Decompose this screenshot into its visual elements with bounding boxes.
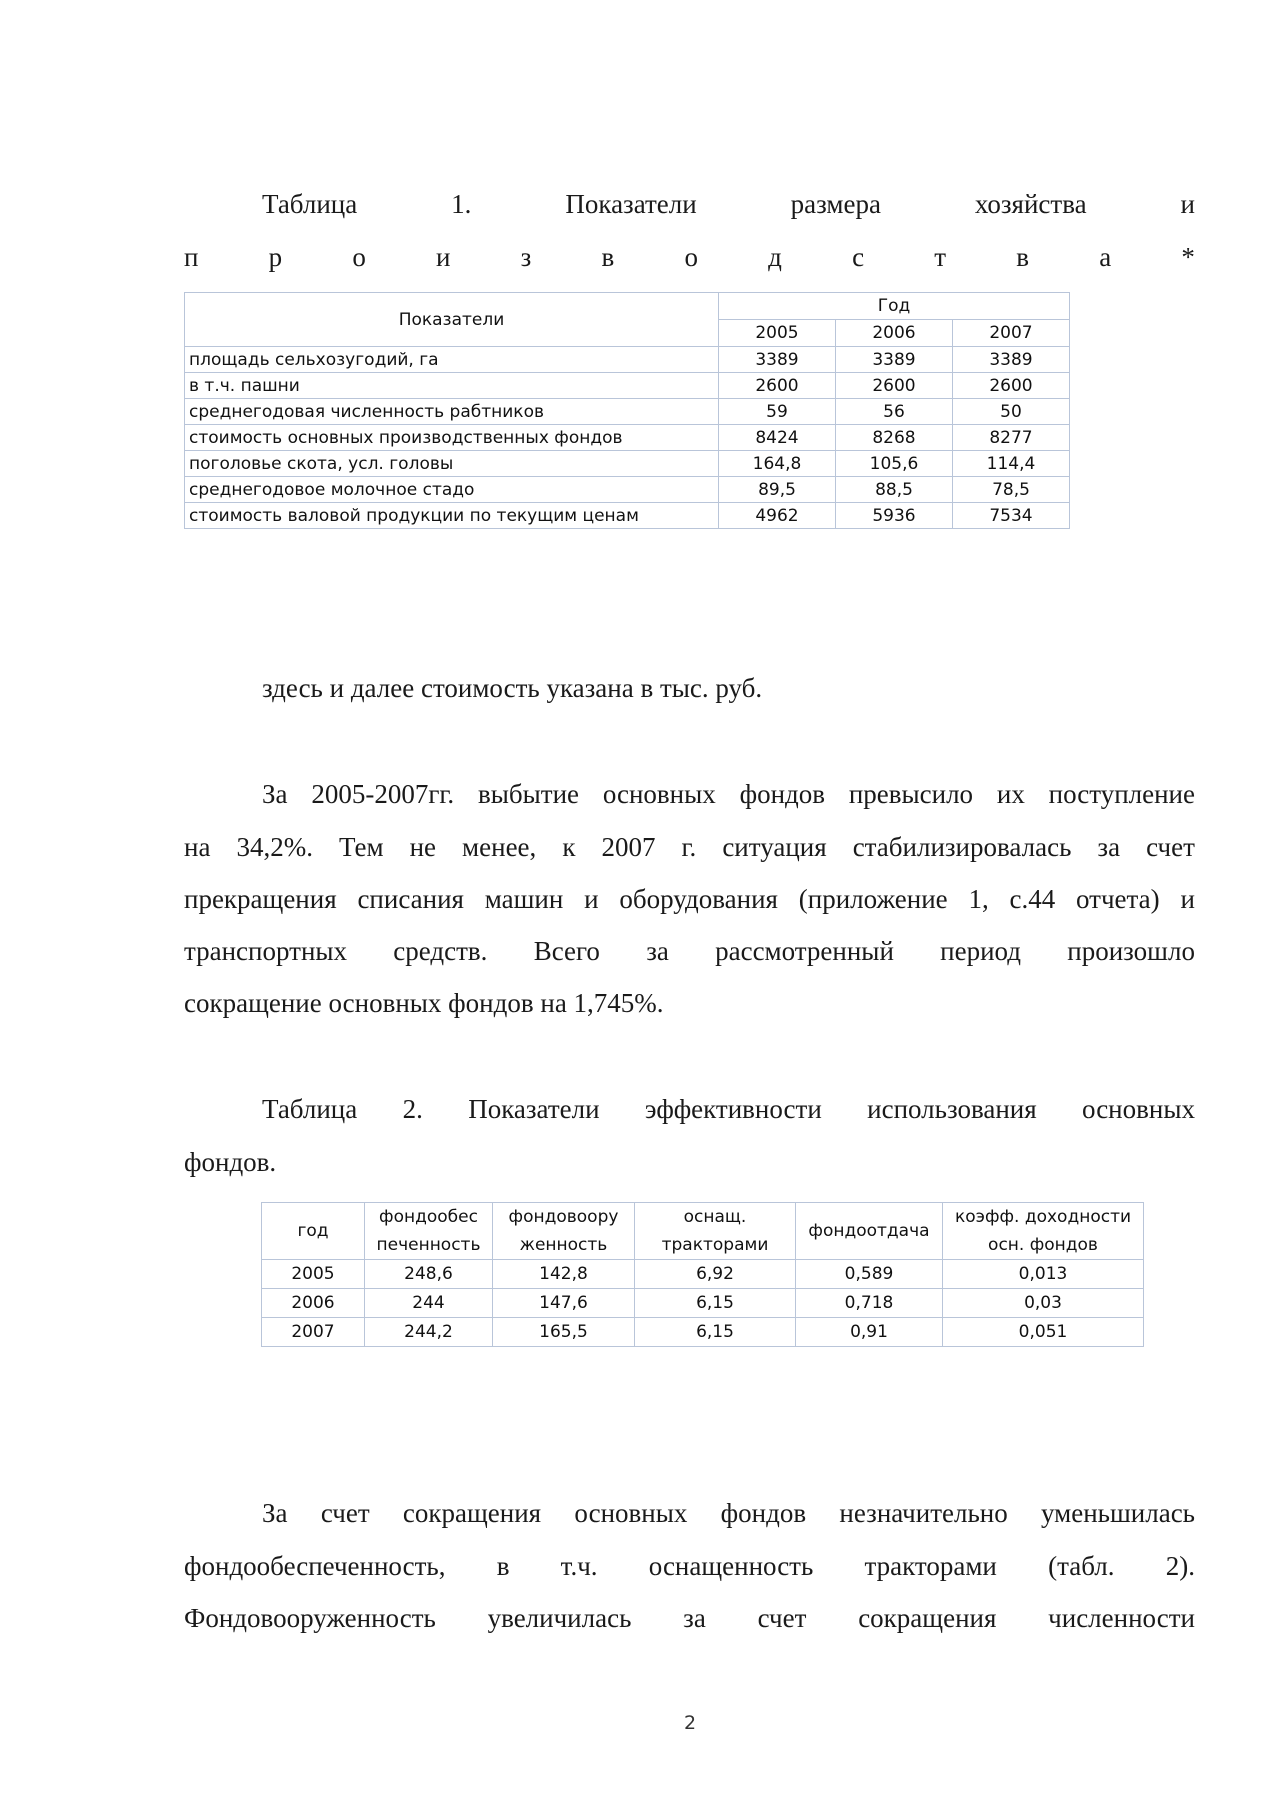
- table2-row: [262, 1318, 1144, 1347]
- word: и: [584, 884, 599, 914]
- footnote-currency: здесь и далее стоимость указана в тыс. руб.: [262, 673, 763, 703]
- word: (табл.: [1048, 1551, 1115, 1581]
- word: к: [562, 832, 576, 862]
- word: сокращения: [402, 1498, 542, 1528]
- word: рассмотренный: [715, 936, 894, 966]
- word: оборудования: [619, 884, 778, 914]
- table1-value-cell: 88,5: [836, 477, 953, 503]
- word: фондов: [739, 779, 826, 809]
- word: г.: [681, 832, 697, 862]
- table1-value-cell: 7534: [953, 503, 1070, 529]
- table1-value-cell: 164,8: [719, 451, 836, 477]
- word: незначительно: [839, 1498, 1008, 1528]
- word: основных: [602, 779, 716, 809]
- table2-value-cell: 2005: [262, 1260, 365, 1289]
- table2-value-cell: 0,051: [943, 1318, 1144, 1347]
- table1-row-label: в т.ч. пашни: [185, 373, 719, 399]
- word: 2007: [601, 832, 656, 862]
- word: не: [409, 832, 437, 862]
- table2-value-cell: 244,2: [365, 1318, 493, 1347]
- word: 1,: [968, 884, 989, 914]
- table2-value-cell: 6,92: [635, 1260, 796, 1289]
- word: с: [852, 242, 865, 272]
- table1-value-cell: 8277: [953, 425, 1070, 451]
- table2-header-line: оснащ.: [683, 1207, 747, 1227]
- word: сокращения: [858, 1603, 997, 1633]
- word: период: [940, 936, 1022, 966]
- table1-value-cell: 4962: [719, 503, 836, 529]
- word: оснащенность: [648, 1551, 814, 1581]
- word: поступление: [1048, 779, 1195, 809]
- word: их: [996, 779, 1025, 809]
- word: превысило: [848, 779, 974, 809]
- word: увеличилась: [487, 1603, 632, 1633]
- table1-row-label: среднегодовая численность рабтников: [185, 399, 719, 425]
- word: основных: [574, 1498, 688, 1528]
- table1-row: [185, 503, 1070, 529]
- word: Таблица: [262, 189, 358, 219]
- word: и: [1180, 884, 1195, 914]
- table1-row: [185, 399, 1070, 425]
- table1-row: [185, 425, 1070, 451]
- paragraph1-line5: сокращение основных фондов на 1,745%.: [184, 988, 664, 1018]
- word: и: [1180, 189, 1195, 219]
- table2-header-cell: [365, 1203, 493, 1260]
- table2-header-line: осн. фондов: [988, 1235, 1098, 1255]
- word: отчета): [1076, 884, 1160, 914]
- table2-value-cell: 244: [365, 1289, 493, 1318]
- word: в: [496, 1551, 510, 1581]
- word: транспортных: [184, 936, 348, 966]
- word: менее,: [462, 832, 537, 862]
- word: и: [436, 242, 451, 272]
- table1-row-label: стоимость основных производственных фондов: [185, 425, 719, 451]
- table1-row: [185, 477, 1070, 503]
- table2-value-cell: 0,91: [796, 1318, 943, 1347]
- word: о: [684, 242, 698, 272]
- paragraph2-line3: [184, 1602, 1195, 1634]
- word: 34,2%.: [236, 832, 313, 862]
- table2-value-cell: 6,15: [635, 1318, 796, 1347]
- table1-row: [185, 347, 1070, 373]
- table1-header-year: Год: [719, 293, 1070, 320]
- table1-value-cell: 5936: [836, 503, 953, 529]
- table1-value-cell: 8424: [719, 425, 836, 451]
- paragraph2-line1: [262, 1497, 1195, 1529]
- word: т: [934, 242, 947, 272]
- word: (приложение: [798, 884, 948, 914]
- table2-value-cell: 248,6: [365, 1260, 493, 1289]
- word: р: [268, 242, 283, 272]
- table2-header-line: фондоотдача: [808, 1221, 930, 1241]
- table2-caption-line1: [262, 1093, 1195, 1125]
- word: на: [184, 832, 211, 862]
- word: хозяйства: [974, 189, 1087, 219]
- table1-year-cell: 2007: [953, 320, 1070, 347]
- table2-value-cell: 2007: [262, 1318, 365, 1347]
- table2-asset-efficiency: [261, 1202, 1144, 1347]
- word: счет: [1146, 832, 1195, 862]
- paragraph1-line3: [184, 883, 1195, 915]
- table2-header-line: тракторами: [661, 1235, 769, 1255]
- table1-row: [185, 451, 1070, 477]
- table1-row-label: стоимость валовой продукции по текущим ценам: [185, 503, 719, 529]
- table1-value-cell: 50: [953, 399, 1070, 425]
- word: стабилизировалась: [852, 832, 1072, 862]
- paragraph1-line2: [184, 831, 1195, 863]
- table1-caption-line2: [184, 241, 1195, 273]
- word: Показатели: [468, 1094, 600, 1124]
- table2-value-cell: 0,03: [943, 1289, 1144, 1318]
- word: *: [1181, 242, 1195, 272]
- table2-row: [262, 1289, 1144, 1318]
- table2-header-cell: [796, 1203, 943, 1260]
- word: з: [520, 242, 532, 272]
- table1-row-label: площадь сельхозугодий, га: [185, 347, 719, 373]
- table2-header-cell: [943, 1203, 1144, 1260]
- table2-header-line: фондообес: [379, 1207, 478, 1227]
- word: за: [646, 936, 669, 966]
- table1-value-cell: 114,4: [953, 451, 1070, 477]
- word: машин: [484, 884, 564, 914]
- word: в: [1016, 242, 1029, 272]
- paragraph1-line1: [262, 778, 1195, 810]
- table2-value-cell: 2006: [262, 1289, 365, 1318]
- word: Таблица: [262, 1094, 358, 1124]
- word: за: [683, 1603, 706, 1633]
- table2-value-cell: 0,589: [796, 1260, 943, 1289]
- word: тракторами: [864, 1551, 997, 1581]
- table2-value-cell: 165,5: [493, 1318, 635, 1347]
- word: численности: [1048, 1603, 1195, 1633]
- word: основных: [1082, 1094, 1195, 1124]
- table1-size-indicators: [184, 292, 1070, 529]
- table2-header-cell: [635, 1203, 796, 1260]
- word: счет: [320, 1498, 370, 1528]
- table2-value-cell: 142,8: [493, 1260, 635, 1289]
- table1-value-cell: 2600: [953, 373, 1070, 399]
- word: уменьшилась: [1041, 1498, 1195, 1528]
- table2-value-cell: 0,718: [796, 1289, 943, 1318]
- word: 2.: [402, 1094, 423, 1124]
- word: Всего: [533, 936, 600, 966]
- page-number: 2: [683, 1712, 697, 1734]
- word: за: [1097, 832, 1121, 862]
- word: фондов: [720, 1498, 807, 1528]
- table2-header-cell: [493, 1203, 635, 1260]
- table2-value-cell: 6,15: [635, 1289, 796, 1318]
- word: 2).: [1165, 1551, 1195, 1581]
- word: с.44: [1009, 884, 1056, 914]
- table1-value-cell: 8268: [836, 425, 953, 451]
- word: фондообеспеченность,: [184, 1551, 446, 1581]
- word: Тем: [339, 832, 384, 862]
- table2-value-cell: 0,013: [943, 1260, 1144, 1289]
- word: а: [1099, 242, 1112, 272]
- table1-header-indicator: Показатели: [185, 293, 719, 347]
- table1-value-cell: 105,6: [836, 451, 953, 477]
- word: произошло: [1067, 936, 1195, 966]
- paragraph1-line4: [184, 935, 1195, 967]
- table1-value-cell: 78,5: [953, 477, 1070, 503]
- table1-value-cell: 3389: [719, 347, 836, 373]
- table2-header-line: фондовоору: [508, 1207, 619, 1227]
- word: ситуация: [722, 832, 827, 862]
- word: эффективности: [644, 1094, 822, 1124]
- word: За: [262, 779, 288, 809]
- table1-value-cell: 3389: [953, 347, 1070, 373]
- word: т.ч.: [560, 1551, 598, 1581]
- word: Показатели: [565, 189, 697, 219]
- table2-header-line: женность: [519, 1235, 608, 1255]
- word: п: [184, 242, 199, 272]
- word: прекращения: [184, 884, 337, 914]
- table1-value-cell: 3389: [836, 347, 953, 373]
- table2-row: [262, 1260, 1144, 1289]
- table2-header-cell: [262, 1203, 365, 1260]
- word: 1.: [451, 189, 472, 219]
- table2-header-line: печенность: [376, 1235, 481, 1255]
- word: выбытие: [478, 779, 579, 809]
- table1-value-cell: 2600: [836, 373, 953, 399]
- word: средств.: [393, 936, 488, 966]
- word: использования: [867, 1094, 1037, 1124]
- table1-row: [185, 373, 1070, 399]
- table2-header-line: год: [297, 1221, 329, 1241]
- table1-year-cell: 2006: [836, 320, 953, 347]
- word: о: [352, 242, 366, 272]
- table1-value-cell: 2600: [719, 373, 836, 399]
- word: списания: [357, 884, 464, 914]
- word: д: [768, 242, 782, 272]
- word: размера: [790, 189, 881, 219]
- word: счет: [757, 1603, 807, 1633]
- table1-value-cell: 59: [719, 399, 836, 425]
- table1-value-cell: 89,5: [719, 477, 836, 503]
- word: в: [601, 242, 615, 272]
- word: Фондовооруженность: [184, 1603, 436, 1633]
- table1-row-label: поголовье скота, усл. головы: [185, 451, 719, 477]
- paragraph2-line2: [184, 1550, 1195, 1582]
- table2-header-line: коэфф. доходности: [954, 1207, 1132, 1227]
- word: 2005-2007гг.: [311, 779, 455, 809]
- table2-value-cell: 147,6: [493, 1289, 635, 1318]
- table1-row-label: среднегодовое молочное стадо: [185, 477, 719, 503]
- table1-year-cell: 2005: [719, 320, 836, 347]
- table1-caption-line1: [262, 188, 1195, 220]
- table1-value-cell: 56: [836, 399, 953, 425]
- word: За: [262, 1498, 288, 1528]
- table2-caption-line2: фондов.: [184, 1147, 277, 1177]
